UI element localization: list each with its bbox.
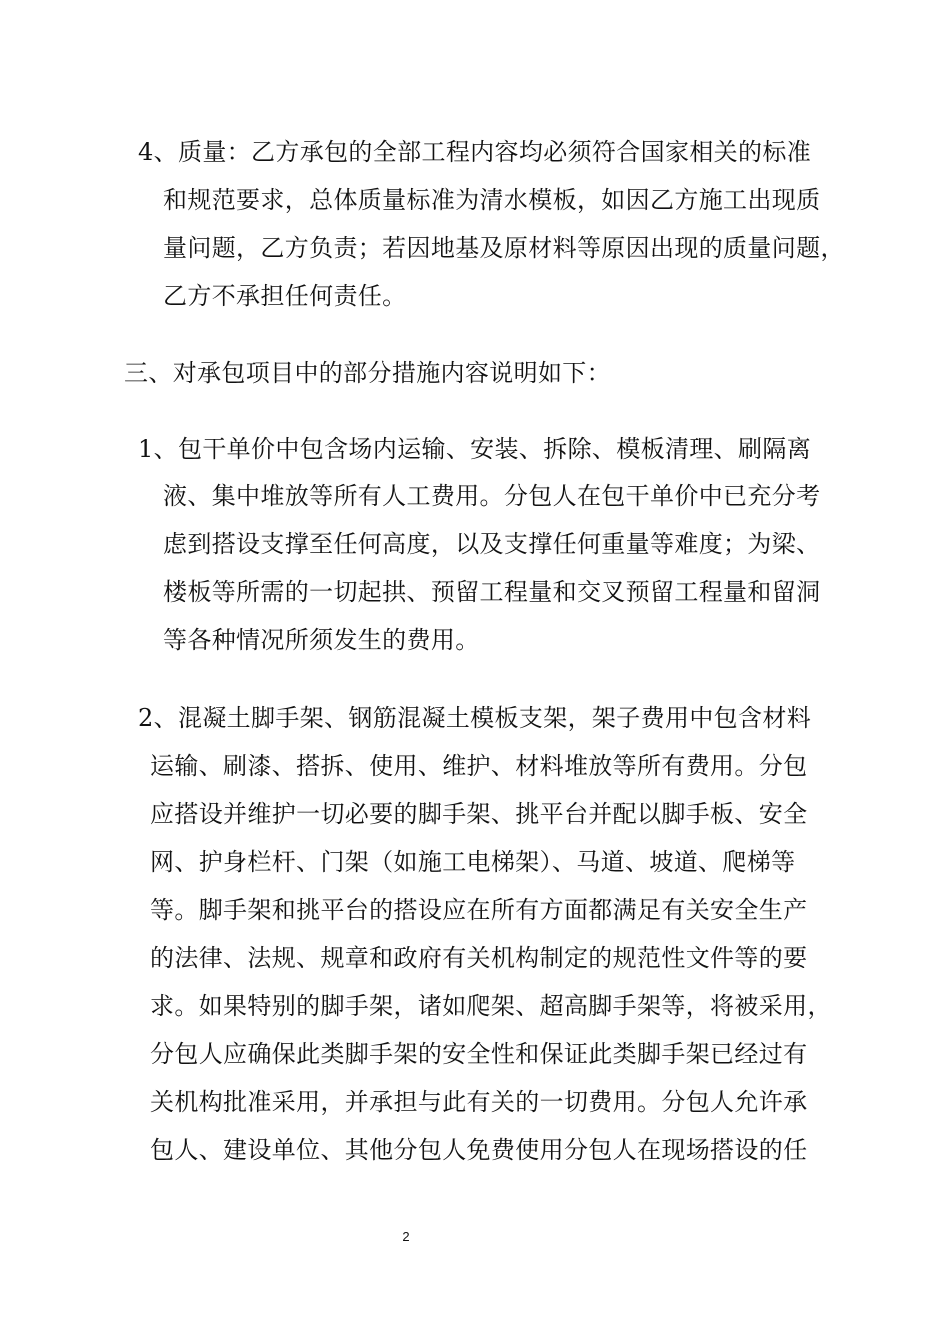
text-line: 等各种情况所须发生的费用。 [163, 626, 480, 654]
text-line: 求。如果特别的脚手架，诸如爬架、超高脚手架等，将被采用， [150, 992, 832, 1020]
text-line: 包人、建设单位、其他分包人免费使用分包人在现场搭设的任 [150, 1136, 808, 1164]
text-line: 4、质量：乙方承包的全部工程内容均必须符合国家相关的标准 [138, 138, 812, 166]
text-line: 应搭设并维护一切必要的脚手架、挑平台并配以脚手板、安全 [150, 800, 808, 828]
text-line: 楼板等所需的一切起拱、预留工程量和交叉预留工程量和留洞 [163, 578, 821, 606]
section-heading: 三、对承包项目中的部分措施内容说明如下： [124, 359, 611, 387]
text-line: 等。脚手架和挑平台的搭设应在所有方面都满足有关安全生产 [150, 896, 808, 924]
text-line: 的法律、法规、规章和政府有关机构制定的规范性文件等的要 [150, 944, 808, 972]
text-line: 运输、刷漆、搭拆、使用、维护、材料堆放等所有费用。分包 [150, 752, 808, 780]
text-line: 网、护身栏杆、门架（如施工电梯架）、马道、坡道、爬梯等 [150, 848, 796, 876]
text-line: 乙方不承担任何责任。 [163, 282, 407, 310]
text-line: 虑到搭设支撑至任何高度，以及支撑任何重量等难度；为梁、 [163, 530, 821, 558]
text-line: 分包人应确保此类脚手架的安全性和保证此类脚手架已经过有 [150, 1040, 808, 1068]
text-line: 量问题，乙方负责；若因地基及原材料等原因出现的质量问题， [163, 234, 845, 262]
text-line: 关机构批准采用，并承担与此有关的一切费用。分包人允许承 [150, 1088, 808, 1116]
text-line: 和规范要求，总体质量标准为清水模板，如因乙方施工出现质 [163, 186, 821, 214]
page-number: 2 [402, 1229, 410, 1244]
text-line: 2、混凝土脚手架、钢筋混凝土模板支架，架子费用中包含材料 [138, 704, 812, 732]
text-line: 液、集中堆放等所有人工费用。分包人在包干单价中已充分考 [163, 482, 821, 510]
text-line: 1、包干单价中包含场内运输、安装、拆除、模板清理、刷隔离 [138, 435, 812, 463]
